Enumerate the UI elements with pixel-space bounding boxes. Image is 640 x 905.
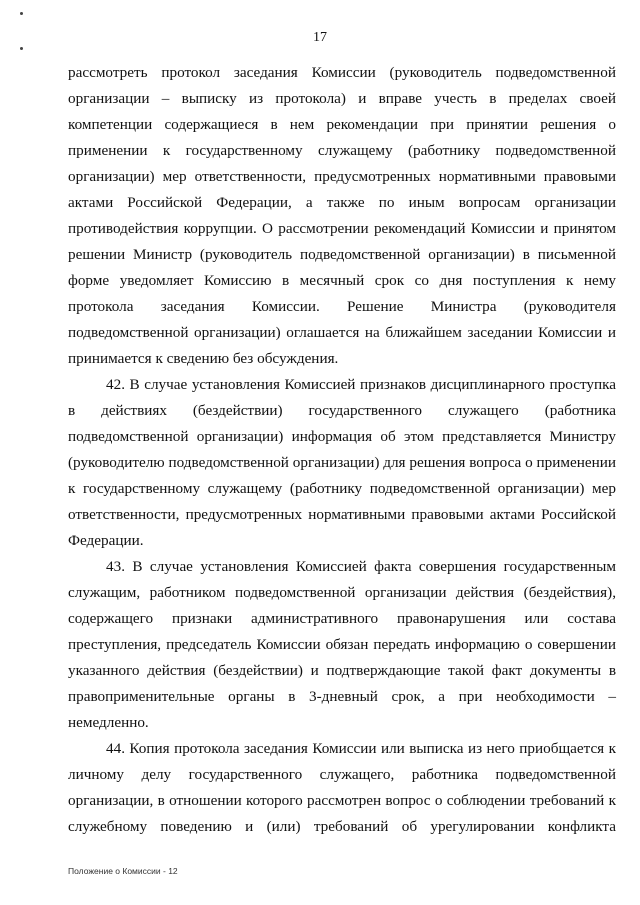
scan-mark bbox=[20, 47, 23, 50]
page-number: 17 bbox=[313, 30, 327, 45]
paragraph-41-continuation: рассмотреть протокол заседания Комиссии (руководитель подведомственной организации – выписку из протокола) и вправе учесть в пределах своей компетенции содержащиеся в нем рекомендации при принятии решения о применении к государственному служащему (работнику подведомственной организации) мер ответственности, предусмотренных нормативными правовыми актами Российской Федерации, а также по иным вопросам организации противодействия коррупции. О рассмотрении рекомендаций Комиссии и принятом решении Министр (руководитель подведомственной организации) в письменной форме уведомляет Комиссию в месячный срок со дня поступления к нему протокола заседания Комиссии. Решение Министра (руководителя подведомственной организации) оглашается на ближайшем заседании Комиссии и принимается к сведению без обсуждения. bbox=[68, 64, 616, 367]
document-body bbox=[68, 60, 616, 840]
scan-mark bbox=[20, 12, 23, 15]
paragraph-43: 43. В случае установления Комиссией факта совершения государственным служащим, работником подведомственной организации действия (бездействия), содержащего признаки административного правонарушения или состава преступления, председатель Комиссии обязан передать информацию о совершении указанного действия (бездействии) и подтверждающие такой факт документы в правоприменительные органы в 3-дневный срок, а при необходимости – немедленно. bbox=[68, 558, 616, 731]
paragraph-42: 42. В случае установления Комиссией признаков дисциплинарного проступка в действиях (бездействии) государственного служащего (работника подведомственной организации) информация об этом представляется Министру (руководителю подведомственной организации) для решения вопроса о применении к государственному служащему (работнику подведомственной организации) мер ответственности, предусмотренных нормативными правовыми актами Российской Федерации. bbox=[68, 376, 616, 549]
footer-label: Положение о Комиссии - 12 bbox=[68, 866, 178, 876]
paragraph-44: 44. Копия протокола заседания Комиссии или выписка из него приобщается к личному делу государственного служащего, работника подведомственной организации, в отношении которого рассмотрен вопрос о соблюдении требований к служебному поведению и (или) требований об урегулировании конфликта bbox=[68, 740, 616, 835]
